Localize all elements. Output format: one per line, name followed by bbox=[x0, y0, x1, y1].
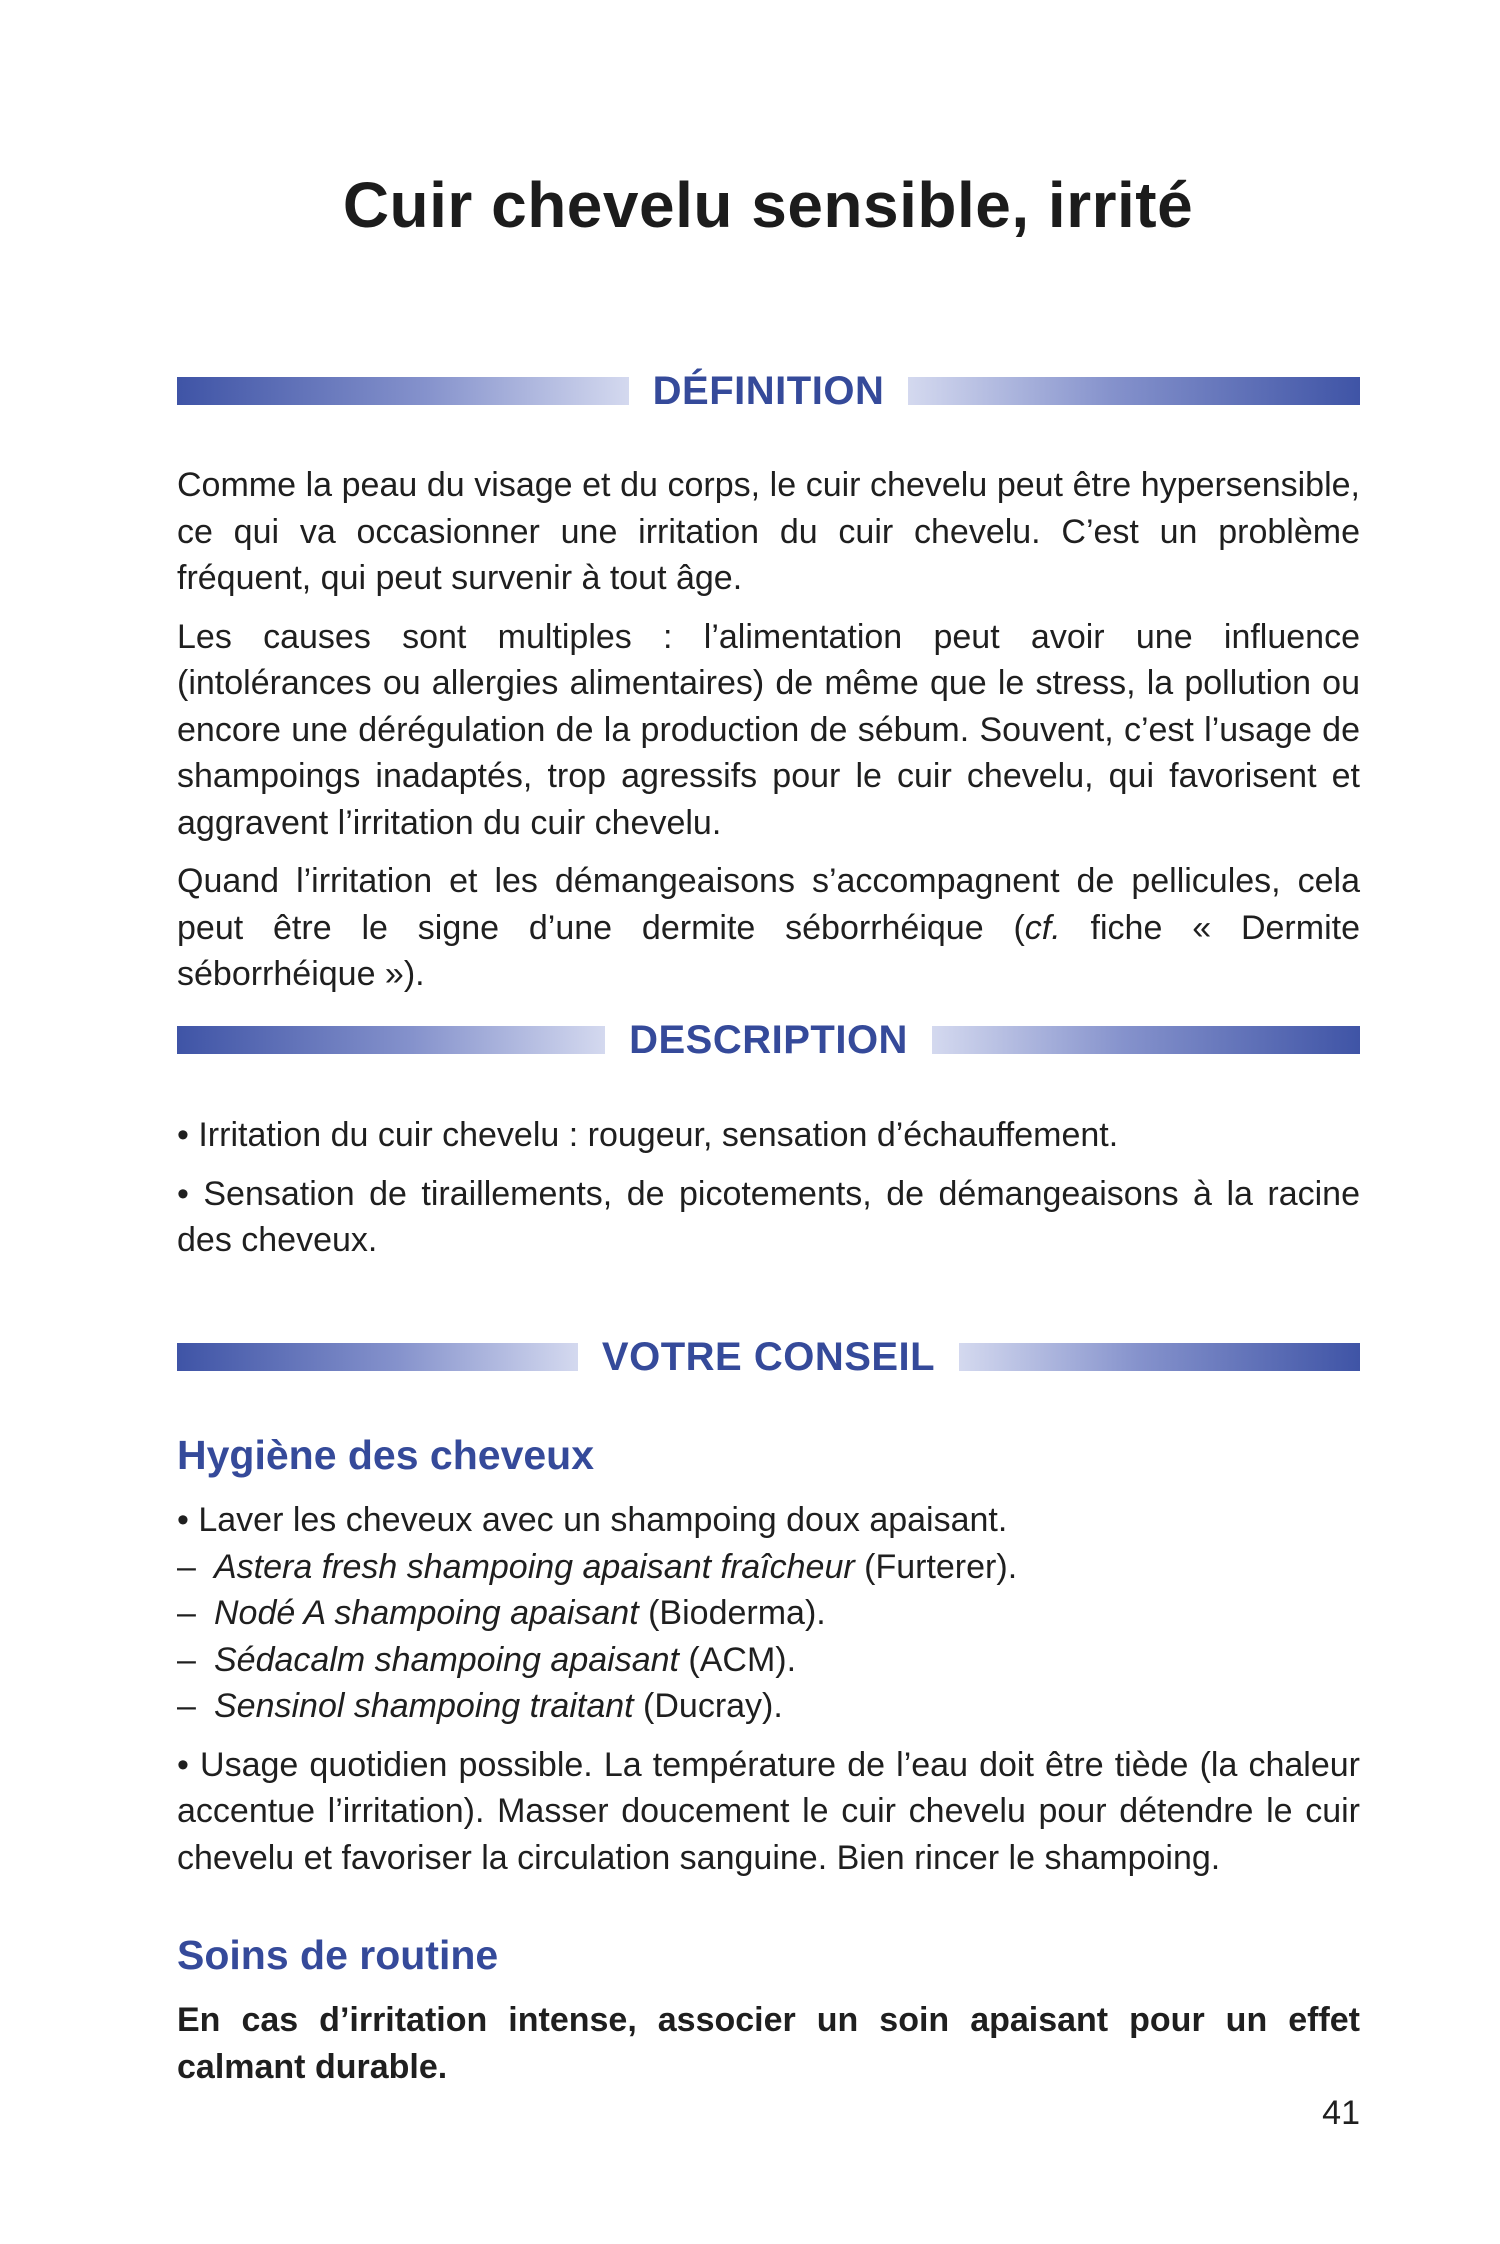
product-line bbox=[177, 1590, 1360, 1637]
header-bar-left bbox=[177, 1026, 605, 1054]
routine-body bbox=[177, 1997, 1360, 2102]
section-header-conseil bbox=[177, 1327, 1360, 1387]
product-name: Sensinol shampoing traitant bbox=[214, 1687, 634, 1725]
definition-paragraph-2: Les causes sont multiples : l’alimentation peut avoir une influence (intolérances ou allergies alimentaires) de même que le stress, la pollution ou encore une dérégulation de la production de sébum. Souvent, c’est l’usage de shampoings inadaptés, trop agressifs pour le cuir chevelu, qui favorisent et aggravent l’irritation du cuir chevelu. bbox=[177, 617, 1360, 842]
routine-heading: Soins de routine bbox=[177, 1932, 499, 1978]
product-name: Nodé A shampoing apaisant bbox=[214, 1594, 639, 1632]
section-label-description: DESCRIPTION bbox=[629, 1017, 908, 1062]
product-line bbox=[177, 1637, 1360, 1684]
product-brand: (Furterer). bbox=[854, 1547, 1018, 1586]
page-number: 41 bbox=[1322, 2094, 1360, 2132]
product-brand: (ACM). bbox=[678, 1640, 797, 1679]
dash-marker: – bbox=[177, 1687, 196, 1725]
hygiene-intro: • Laver les cheveux avec un shampoing doux apaisant. bbox=[177, 1501, 1008, 1539]
product-brand: (Ducray). bbox=[633, 1687, 783, 1725]
header-bar-left bbox=[177, 377, 629, 405]
hygiene-heading: Hygiène des cheveux bbox=[177, 1432, 595, 1478]
dash-marker: – bbox=[177, 1594, 196, 1632]
header-bar-right bbox=[932, 1026, 1360, 1054]
hygiene-body bbox=[177, 1497, 1360, 1893]
product-brand: (Bioderma). bbox=[638, 1594, 826, 1632]
product-name: Astera fresh shampoing apaisant fraîcheur bbox=[214, 1547, 855, 1586]
routine-text: En cas d’irritation intense, associer un soin apaisant pour un effet calmant durable. bbox=[177, 2001, 1360, 2086]
hygiene-usage: • Usage quotidien possible. La température de l’eau doit être tiède (la chaleur accentue l’irritation). Masser doucement le cuir chevelu pour détendre le cuir chevelu et favoriser la circulation sanguine. Bien rincer le shampoing. bbox=[177, 1745, 1360, 1877]
product-line bbox=[177, 1544, 1360, 1591]
description-item-2: • Sensation de tiraillements, de picotements, de démangeaisons à la racine des cheveux. bbox=[177, 1174, 1360, 1259]
product-name: Sédacalm shampoing apaisant bbox=[214, 1640, 679, 1679]
header-bar-right bbox=[959, 1343, 1360, 1371]
section-header-definition bbox=[177, 361, 1360, 421]
definition-body bbox=[177, 462, 1360, 1010]
description-body bbox=[177, 1112, 1360, 1276]
section-label-definition: DÉFINITION bbox=[652, 368, 885, 413]
definition-paragraph-1: Comme la peau du visage et du corps, le cuir chevelu peut être hypersensible, ce qui va occasionner une irritation du cuir chevelu. C’est un problème fréquent, qui peut survenir à tout âge. bbox=[177, 466, 1360, 597]
definition-paragraph-3 bbox=[177, 858, 1360, 998]
section-header-description bbox=[177, 1010, 1360, 1070]
header-bar-left bbox=[177, 1343, 578, 1371]
definition-paragraph-3-end: fiche « Dermite séborrhéique »). bbox=[177, 908, 1360, 993]
definition-paragraph-3-start: Quand l’irritation et les démangeaisons s’accompagnent de pellicules, cela peut être le signe d’une dermite séborrhéique ( bbox=[177, 862, 1360, 947]
page-title: Cuir chevelu sensible, irrité bbox=[342, 169, 1194, 241]
product-line bbox=[177, 1683, 1360, 1730]
header-bar-right bbox=[908, 377, 1360, 405]
section-label-conseil: VOTRE CONSEIL bbox=[601, 1334, 936, 1379]
dash-marker: – bbox=[177, 1547, 196, 1586]
dash-marker: – bbox=[177, 1640, 196, 1679]
description-item-1: • Irritation du cuir chevelu : rougeur, sensation d’échauffement. bbox=[177, 1116, 1119, 1154]
definition-paragraph-3-italic: cf. bbox=[1024, 908, 1061, 947]
